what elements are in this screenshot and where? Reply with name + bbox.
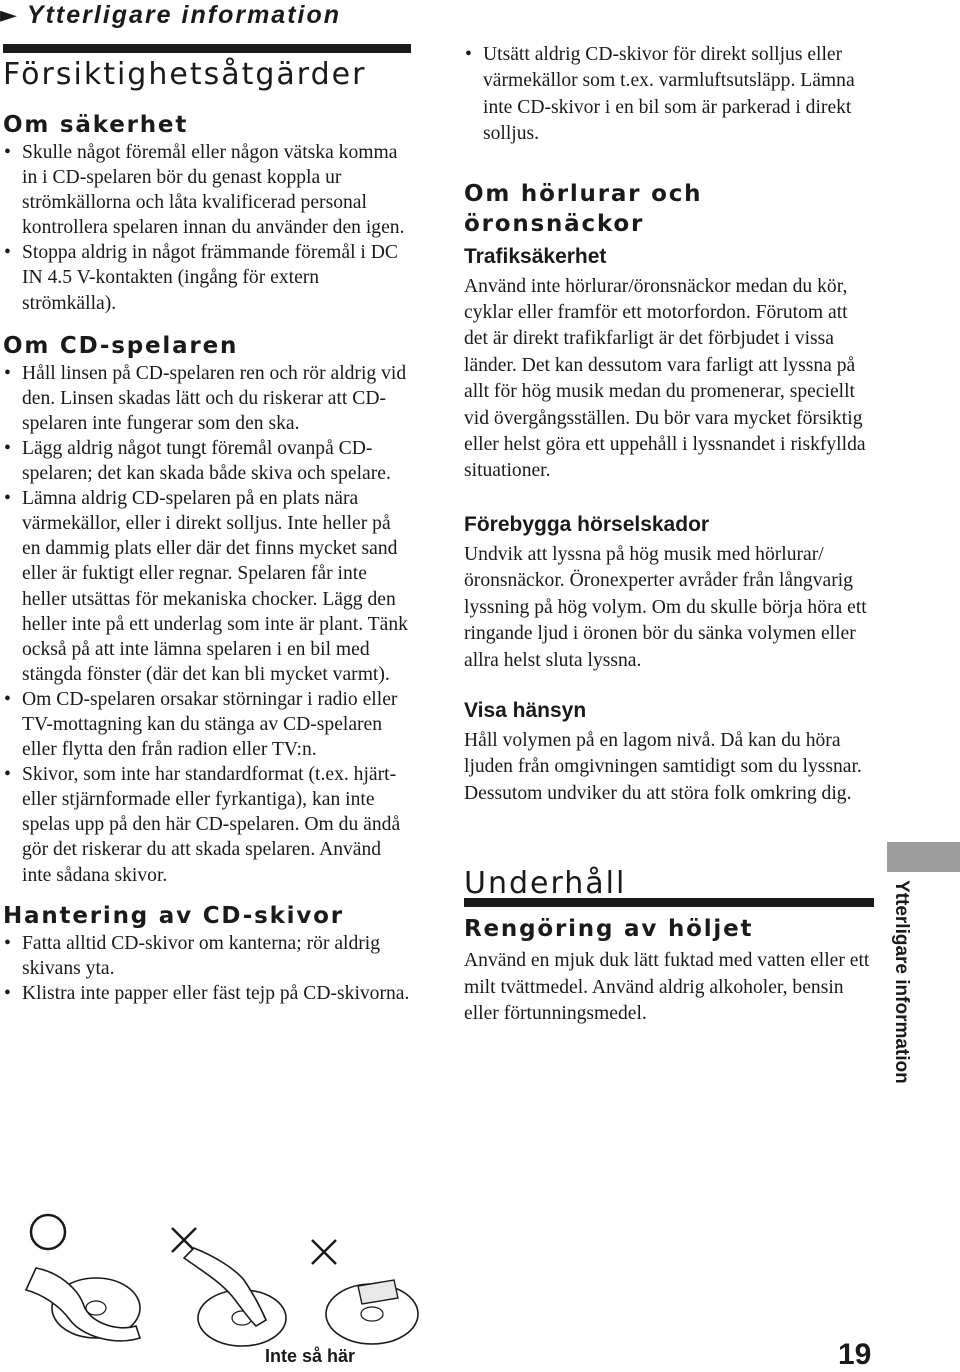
triangle-arrow-icon: ► xyxy=(0,2,17,28)
list-item: • Skivor, som inte har standardformat (t.ex. hjärt- eller stjärnformade eller fyrkantiga), kan inte spelas upp på den här CD-spelaren. Om du ändå gör det riskerar du att skada spelaren. Använd inte sådana skivor. xyxy=(3,762,413,887)
list-item: • Om CD-spelaren orsakar störningar i radio eller TV-mottagning kan du stänga av CD-spelaren eller flytta den från radion eller TV:n. xyxy=(3,687,413,762)
list-item: • Lämna aldrig CD-spelaren på en plats nära värmekällor, eller i direkt solljus. Inte heller på en dammig plats eller där det finns mycket sand eller är fuktigt eller regnar. Spelaren får inte heller utsättas för mekaniska chocker. Lägg den heller inte på ett underlag som inte är plant. Tänk också på att inte lämna spelaren i en bil med stängda fönster (där det kan bli mycket varmt). xyxy=(3,486,413,687)
traffic-safety-text: Använd inte hörlurar/öronsnäckor medan du kör, cyklar eller framför ett motorfordon. Förutom att det är direkt trafikfarligt är det förbjudet i vissa länder. Det kan dessutom vara farligt att lyssna på allt för hög musik medan du promenerar, speciellt vid övergångsställen. Du bör vara mycket försiktig eller helst göra ett uppehåll i lyssnandet i riskfyllda situationer. xyxy=(464,275,866,482)
wrong-cross-icon xyxy=(312,1240,336,1264)
wrong-handling-illustration-2 xyxy=(298,1222,428,1362)
list-item: • Klistra inte papper eller fäst tejp på CD-skivorna. xyxy=(3,981,413,1006)
right-column xyxy=(464,42,876,1027)
list-item: • Utsätt aldrig CD-skivor för direkt solljus eller värmekällor som t.ex. varmluftsutsläpp. Lämna inte CD-skivor i en bil som är parkerad i direkt solljus. xyxy=(464,42,876,148)
consideration-heading: Visa hänsyn xyxy=(464,698,587,722)
heading-rule-left xyxy=(3,44,411,53)
list-item: • Lägg aldrig något tungt föremål ovanpå CD-spelaren; det kan skada både skiva och spelare. xyxy=(3,436,413,486)
maintenance-title: Underhåll xyxy=(464,866,627,902)
disc-handling-illustrations xyxy=(18,1210,438,1360)
list-item: • Stoppa aldrig in något främmande föremål i DC IN 4.5 V-kontakten (ingång för extern strömkälla). xyxy=(3,240,413,315)
correct-handling-illustration xyxy=(18,1210,148,1350)
page-number: 19 xyxy=(838,1338,872,1371)
disc-handling-heading: Hantering av CD-skivor xyxy=(3,902,344,929)
cleaning-text: Använd en mjuk duk lätt fuktad med vatten eller ett milt tvättmedel. Använd aldrig alkoholer, bensin eller förtunningsmedel. xyxy=(464,950,870,1024)
correct-circle-icon xyxy=(31,1215,65,1249)
hearing-protection-heading: Förebygga hörselskador xyxy=(464,512,710,536)
section-header xyxy=(0,0,420,30)
safety-list xyxy=(3,140,413,316)
side-tab-marker xyxy=(887,842,960,872)
precautions-title: Försiktighetsåtgärder xyxy=(3,57,367,92)
list-item: • Fatta alltid CD-skivor om kanterna; rör aldrig skivans yta. xyxy=(3,931,413,981)
disc-handling-list-continued xyxy=(464,42,876,148)
disc-handling-list xyxy=(3,931,413,1006)
hearing-protection-text: Undvik att lyssna på hög musik med hörlurar/öronsnäckor. Öronexperter avråder från långvarig lyssning på hög volym. Om du skulle börja höra ett ringande ljud i öronen bör du sänka volymen eller allra helst sluta lyssna. xyxy=(464,543,867,671)
wrong-cross-icon xyxy=(172,1228,196,1252)
list-item: • Skulle något föremål eller någon vätska komma in i CD-spelaren bör du genast koppla ur strömkällorna och låta kvalificerad personal kontrollera spelaren innan du använder den igen. xyxy=(3,140,413,240)
player-heading: Om CD-spelaren xyxy=(3,332,239,359)
side-tab-label: Ytterligare information xyxy=(891,880,912,1084)
player-list xyxy=(3,361,413,888)
illustration-caption: Inte så här xyxy=(265,1346,356,1366)
consideration-text: Håll volymen på en lagom nivå. Då kan du höra ljuden från omgivningen samtidigt som du lyssnar. Dessutom undviker du att störa folk omkring dig. xyxy=(464,729,862,804)
safety-heading: Om säkerhet xyxy=(3,112,189,138)
headphones-heading: Om hörlurar och öronsnäckor xyxy=(464,180,703,237)
section-title: Ytterligare information xyxy=(26,0,342,29)
list-item: • Håll linsen på CD-spelaren ren och rör aldrig vid den. Linsen skadas lätt och du riskerar att CD-spelaren inte fungerar som den ska. xyxy=(3,361,413,436)
cleaning-heading: Rengöring av höljet xyxy=(464,916,754,943)
traffic-safety-heading: Trafiksäkerhet xyxy=(464,244,607,268)
left-column xyxy=(3,56,413,1006)
wrong-handling-illustration-1 xyxy=(158,1222,288,1362)
